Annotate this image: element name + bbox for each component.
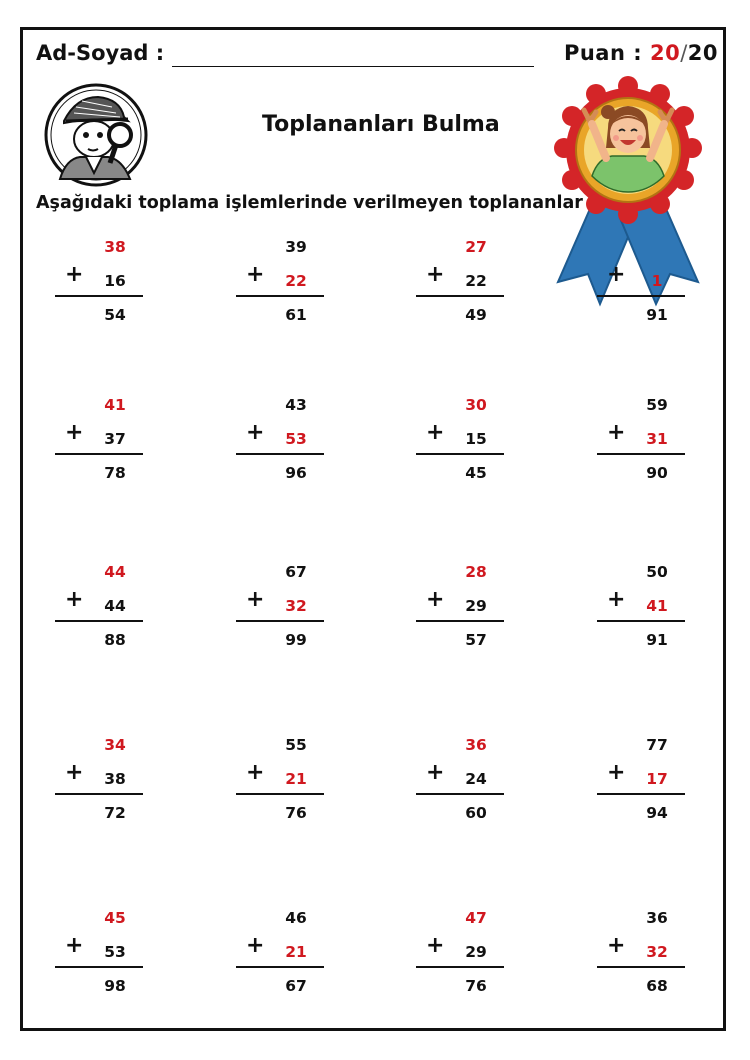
addition-problem: [236, 396, 326, 496]
sum-result: 76: [285, 804, 307, 822]
addition-problem: [416, 238, 506, 338]
sum-result: 61: [285, 306, 307, 324]
addition-problem: [55, 909, 145, 1009]
sum-line: [236, 295, 324, 297]
addition-problem: [236, 563, 326, 663]
plus-sign: +: [426, 933, 445, 958]
given-addend: 67: [285, 563, 307, 581]
plus-sign: +: [607, 587, 626, 612]
detective-with-magnifier-icon: [36, 83, 156, 187]
given-addend: 38: [104, 770, 126, 788]
given-addend: 16: [104, 272, 126, 290]
addition-problem: [597, 736, 687, 836]
given-addend: 44: [104, 597, 126, 615]
plus-sign: +: [65, 420, 84, 445]
given-addend: 29: [465, 943, 487, 961]
sum-result: 54: [104, 306, 126, 324]
sum-line: [236, 453, 324, 455]
sum-line: [236, 793, 324, 795]
plus-sign: +: [607, 760, 626, 785]
sum-result: 88: [104, 631, 126, 649]
plus-sign: +: [65, 760, 84, 785]
plus-sign: +: [246, 587, 265, 612]
sum-result: 91: [646, 306, 668, 324]
sum-line: [55, 620, 143, 622]
score-label: Puan :: [563, 41, 643, 65]
answer-addend: 30: [465, 396, 487, 414]
addition-problem: [55, 736, 145, 836]
given-addend: 53: [104, 943, 126, 961]
worksheet-title: Toplananları Bulma: [262, 112, 500, 137]
answer-addend: 27: [465, 238, 487, 256]
sum-result: 94: [646, 804, 668, 822]
addition-problem: [416, 563, 506, 663]
sum-result: 60: [465, 804, 487, 822]
addition-problem: [597, 563, 687, 663]
sum-result: 90: [646, 464, 668, 482]
sum-line: [597, 453, 685, 455]
sum-line: [416, 793, 504, 795]
sum-line: [416, 453, 504, 455]
plus-sign: +: [246, 262, 265, 287]
answer-addend: 32: [285, 597, 307, 615]
answer-addend: 22: [285, 272, 307, 290]
name-label: Ad-Soyad :: [36, 41, 165, 65]
sum-line: [55, 966, 143, 968]
addition-problem: [416, 736, 506, 836]
sum-line: [597, 295, 685, 297]
sum-line: [416, 620, 504, 622]
sum-result: 57: [465, 631, 487, 649]
answer-addend: 36: [465, 736, 487, 754]
addition-problem: [597, 238, 687, 338]
sum-line: [55, 453, 143, 455]
sum-line: [597, 966, 685, 968]
plus-sign: +: [607, 262, 626, 287]
sum-line: [416, 966, 504, 968]
addition-problem: [236, 736, 326, 836]
sum-result: 49: [465, 306, 487, 324]
addition-problem: [236, 909, 326, 1009]
answer-addend: 53: [285, 430, 307, 448]
answer-addend: 34: [104, 736, 126, 754]
sum-result: 72: [104, 804, 126, 822]
addition-problem: [416, 396, 506, 496]
answer-addend: 31: [646, 430, 668, 448]
sum-line: [55, 793, 143, 795]
plus-sign: +: [426, 760, 445, 785]
addition-problem: [55, 238, 145, 338]
score-total: 20: [687, 41, 718, 65]
sum-result: 78: [104, 464, 126, 482]
addition-problem: [597, 909, 687, 1009]
given-addend: 37: [104, 430, 126, 448]
answer-addend: 28: [465, 563, 487, 581]
given-addend: 55: [285, 736, 307, 754]
answer-addend: 41: [104, 396, 126, 414]
sum-result: 76: [465, 977, 487, 995]
given-addend: 15: [465, 430, 487, 448]
plus-sign: +: [607, 933, 626, 958]
addition-problem: [55, 563, 145, 663]
sum-result: 99: [285, 631, 307, 649]
given-addend: 36: [646, 909, 668, 927]
sum-line: [236, 620, 324, 622]
answer-addend: 44: [104, 563, 126, 581]
given-addend: 22: [465, 272, 487, 290]
answer-addend: 41: [646, 597, 668, 615]
addition-problem: [416, 909, 506, 1009]
score-value: 20: [649, 41, 681, 65]
answer-addend: 21: [285, 943, 307, 961]
sum-result: 67: [285, 977, 307, 995]
sum-line: [236, 966, 324, 968]
sum-result: 68: [646, 977, 668, 995]
plus-sign: +: [65, 587, 84, 612]
sum-result: 96: [285, 464, 307, 482]
sum-line: [416, 295, 504, 297]
score-slash: /: [680, 41, 688, 65]
answer-addend: 17: [646, 770, 668, 788]
plus-sign: +: [426, 262, 445, 287]
plus-sign: +: [246, 933, 265, 958]
plus-sign: +: [426, 587, 445, 612]
instructions-text: Aşağıdaki toplama işlemlerinde verilmeyen toplananlar: [36, 193, 583, 213]
plus-sign: +: [246, 420, 265, 445]
answer-addend: 1: [651, 272, 663, 290]
sum-result: 45: [465, 464, 487, 482]
given-addend: 43: [285, 396, 307, 414]
answer-addend: 38: [104, 238, 126, 256]
sum-line: [597, 620, 685, 622]
addition-problem: [55, 396, 145, 496]
given-addend: 59: [646, 396, 668, 414]
plus-sign: +: [426, 420, 445, 445]
given-addend: 77: [646, 736, 668, 754]
given-addend: 46: [285, 909, 307, 927]
sum-result: 91: [646, 631, 668, 649]
plus-sign: +: [65, 933, 84, 958]
answer-addend: 45: [104, 909, 126, 927]
addition-problem: [236, 238, 326, 338]
given-addend: 39: [285, 238, 307, 256]
plus-sign: +: [607, 420, 626, 445]
answer-addend: 47: [465, 909, 487, 927]
given-addend: 50: [646, 563, 668, 581]
sum-result: 98: [104, 977, 126, 995]
given-addend: 29: [465, 597, 487, 615]
answer-addend: 32: [646, 943, 668, 961]
name-field-line[interactable]: [172, 66, 534, 67]
plus-sign: +: [65, 262, 84, 287]
addition-problem: [597, 396, 687, 496]
sum-line: [597, 793, 685, 795]
score: [564, 41, 718, 65]
answer-addend: 21: [285, 770, 307, 788]
sum-line: [55, 295, 143, 297]
plus-sign: +: [246, 760, 265, 785]
given-addend: 24: [465, 770, 487, 788]
